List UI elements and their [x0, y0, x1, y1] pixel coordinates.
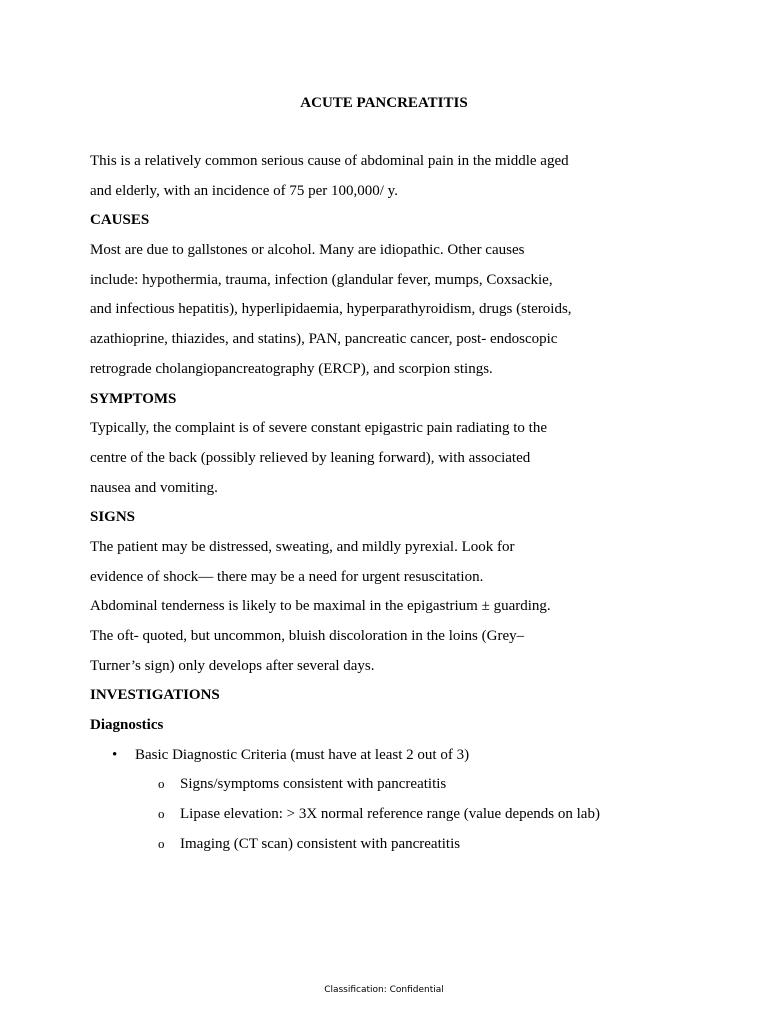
causes-heading: CAUSES: [90, 212, 150, 229]
causes-line-5: retrograde cholangiopancreatography (ERCP), and scorpion stings.: [90, 360, 493, 377]
causes-line-2: include: hypothermia, trauma, infection (glandular fever, mumps, Coxsackie,: [90, 271, 553, 288]
document-title: ACUTE PANCREATITIS: [300, 95, 468, 111]
investigations-heading: INVESTIGATIONS: [90, 687, 220, 704]
classification-footer: Classification: Confidential: [324, 985, 444, 995]
bullet-marker: •: [112, 746, 118, 763]
signs-line-2: evidence of shock— there may be a need for urgent resuscitation.: [90, 568, 484, 585]
sub-bullet-item: [90, 772, 650, 802]
causes-line-3: and infectious hepatitis), hyperlipidaemia, hyperparathyroidism, drugs (steroids,: [90, 301, 572, 318]
sub-bullet-text: Signs/symptoms consistent with pancreatitis: [180, 776, 447, 793]
signs-heading: SIGNS: [90, 509, 136, 526]
signs-line-1: The patient may be distressed, sweating, and mildly pyrexial. Look for: [90, 538, 515, 555]
sub-bullet-marker: o: [158, 776, 165, 792]
signs-line-3: Abdominal tenderness is likely to be maximal in the epigastrium ± guarding.: [90, 598, 551, 615]
diagnostics-subheading: Diagnostics: [90, 717, 164, 734]
document-body: [90, 149, 650, 862]
intro-line-1: This is a relatively common serious cause of abdominal pain in the middle aged: [90, 153, 569, 169]
causes-line-1: Most are due to gallstones or alcohol. Many are idiopathic. Other causes: [90, 242, 525, 259]
symptoms-line-1: Typically, the complaint is of severe constant epigastric pain radiating to the: [90, 420, 548, 437]
causes-line-4: azathioprine, thiazides, and statins), PAN, pancreatic cancer, post- endoscopic: [90, 331, 558, 348]
bullet-text: Basic Diagnostic Criteria (must have at least 2 out of 3): [135, 746, 470, 763]
symptoms-line-3: nausea and vomiting.: [90, 479, 218, 496]
symptoms-line-2: centre of the back (possibly relieved by leaning forward), with associated: [90, 449, 531, 466]
bullet-item: [90, 743, 650, 773]
sub-bullet-text: Lipase elevation: > 3X normal reference range (value depends on lab): [180, 806, 600, 823]
symptoms-heading: SYMPTOMS: [90, 390, 177, 407]
sub-bullet-item: [90, 802, 650, 832]
signs-line-5: Turner’s sign) only develops after several days.: [90, 657, 375, 674]
intro-line-2: and elderly, with an incidence of 75 per 100,000/ y.: [90, 182, 398, 199]
sub-bullet-item: [90, 832, 650, 862]
signs-line-4: The oft- quoted, but uncommon, bluish discoloration in the loins (Grey–: [90, 628, 525, 644]
sub-bullet-text: Imaging (CT scan) consistent with pancreatitis: [180, 835, 461, 852]
sub-bullet-marker: o: [158, 835, 165, 851]
sub-bullet-marker: o: [158, 806, 165, 822]
